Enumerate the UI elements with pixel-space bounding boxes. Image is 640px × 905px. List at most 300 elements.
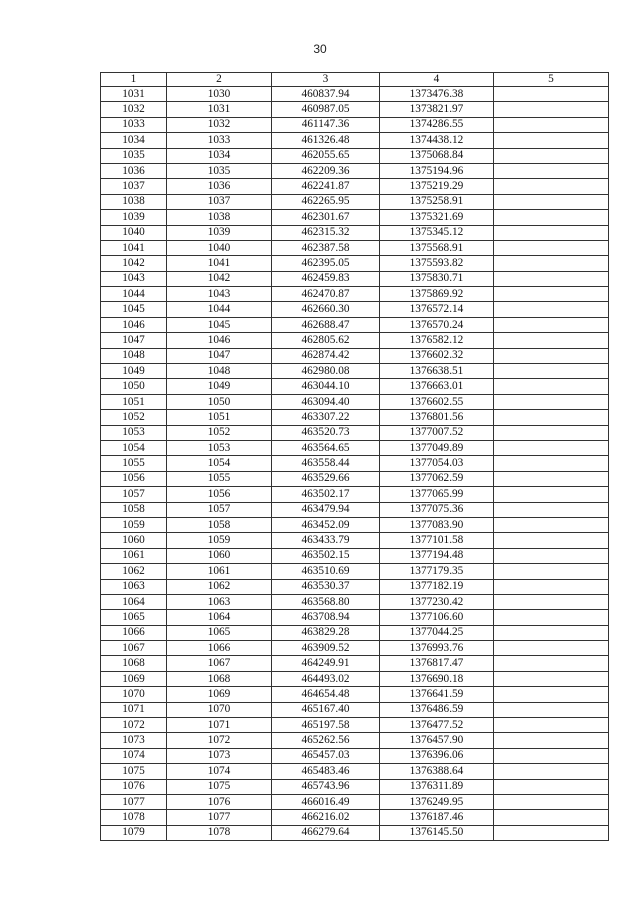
table-cell	[494, 163, 609, 178]
table-cell: 1060	[101, 533, 167, 548]
table-cell: 1050	[101, 379, 167, 394]
table-cell: 463530.37	[272, 579, 380, 594]
table-cell: 462241.87	[272, 179, 380, 194]
table-cell: 1040	[167, 240, 272, 255]
table-row	[101, 210, 609, 225]
table-cell	[494, 625, 609, 640]
table-cell: 1068	[167, 671, 272, 686]
table-cell: 464493.02	[272, 671, 380, 686]
table-cell: 1376663.01	[380, 379, 494, 394]
table-cell: 1075	[101, 764, 167, 779]
table-cell: 1033	[167, 133, 272, 148]
table-cell: 1374438.12	[380, 133, 494, 148]
table-row	[101, 225, 609, 240]
table-cell: 1376396.06	[380, 748, 494, 763]
table-cell: 466216.02	[272, 810, 380, 825]
table-cell: 465743.96	[272, 779, 380, 794]
table-row	[101, 440, 609, 455]
table-cell	[494, 348, 609, 363]
table-cell: 1078	[101, 810, 167, 825]
table-cell	[494, 179, 609, 194]
table-cell	[494, 517, 609, 532]
table-cell: 1376388.64	[380, 764, 494, 779]
table-cell: 463568.80	[272, 594, 380, 609]
table-cell: 1032	[101, 102, 167, 117]
table-cell: 1376690.18	[380, 671, 494, 686]
table-cell: 1376641.59	[380, 687, 494, 702]
table-row	[101, 487, 609, 502]
coordinates-table	[100, 72, 609, 841]
table-cell: 1043	[167, 287, 272, 302]
table-cell: 1047	[167, 348, 272, 363]
table-cell	[494, 764, 609, 779]
table-row	[101, 333, 609, 348]
table-cell: 1375219.29	[380, 179, 494, 194]
table-cell: 462055.65	[272, 148, 380, 163]
table-cell: 1375068.84	[380, 148, 494, 163]
table-cell: 1046	[167, 333, 272, 348]
table-cell: 464654.48	[272, 687, 380, 702]
table-row	[101, 502, 609, 517]
table-cell: 1376457.90	[380, 733, 494, 748]
table-cell: 1077	[101, 794, 167, 809]
table-cell	[494, 317, 609, 332]
table-cell: 1058	[101, 502, 167, 517]
table-cell	[494, 779, 609, 794]
table-row	[101, 687, 609, 702]
table-cell: 1059	[101, 517, 167, 532]
table-cell: 1375258.91	[380, 194, 494, 209]
column-header: 3	[272, 73, 380, 87]
table-row	[101, 102, 609, 117]
table-cell: 1071	[167, 718, 272, 733]
table-row	[101, 87, 609, 102]
table-cell: 1054	[101, 440, 167, 455]
table-cell	[494, 810, 609, 825]
table-cell	[494, 133, 609, 148]
table-cell: 1060	[167, 548, 272, 563]
table-cell: 1058	[167, 517, 272, 532]
table-cell: 1065	[167, 625, 272, 640]
table-cell: 462387.58	[272, 240, 380, 255]
table-cell: 1377101.58	[380, 533, 494, 548]
table-cell: 1045	[101, 302, 167, 317]
table-row	[101, 733, 609, 748]
table-cell: 461326.48	[272, 133, 380, 148]
table-row	[101, 471, 609, 486]
table-cell	[494, 702, 609, 717]
table-cell: 1377182.19	[380, 579, 494, 594]
table-cell: 1061	[167, 564, 272, 579]
table-cell: 463564.65	[272, 440, 380, 455]
table-cell: 1049	[101, 364, 167, 379]
table-row	[101, 256, 609, 271]
table-cell: 1078	[167, 825, 272, 840]
table-cell: 1061	[101, 548, 167, 563]
table-row	[101, 394, 609, 409]
table-cell: 462265.95	[272, 194, 380, 209]
table-cell: 1376801.56	[380, 410, 494, 425]
table-row	[101, 148, 609, 163]
table-cell: 1376477.52	[380, 718, 494, 733]
table-cell: 1037	[101, 179, 167, 194]
table-cell: 1071	[101, 702, 167, 717]
table-cell: 1040	[101, 225, 167, 240]
table-body	[101, 87, 609, 841]
table-cell: 463529.66	[272, 471, 380, 486]
table-cell: 1063	[101, 579, 167, 594]
table-cell: 1030	[167, 87, 272, 102]
table-cell: 1073	[101, 733, 167, 748]
table-cell	[494, 425, 609, 440]
table-cell: 1031	[167, 102, 272, 117]
table-row	[101, 163, 609, 178]
table-cell: 1066	[101, 625, 167, 640]
table-cell: 1051	[167, 410, 272, 425]
table-cell: 465167.40	[272, 702, 380, 717]
table-cell: 1039	[101, 210, 167, 225]
table-cell: 1079	[101, 825, 167, 840]
table-cell: 1032	[167, 117, 272, 132]
table-cell: 1044	[167, 302, 272, 317]
table-cell: 1376993.76	[380, 641, 494, 656]
table-row	[101, 794, 609, 809]
table-cell: 1377106.60	[380, 610, 494, 625]
table-cell: 1375568.91	[380, 240, 494, 255]
table-cell: 1052	[167, 425, 272, 440]
table-cell: 1057	[101, 487, 167, 502]
table-cell: 462459.83	[272, 271, 380, 286]
table-cell: 1377075.36	[380, 502, 494, 517]
table-cell: 463479.94	[272, 502, 380, 517]
table-cell: 1377179.35	[380, 564, 494, 579]
table-cell: 1065	[101, 610, 167, 625]
table-cell: 1069	[167, 687, 272, 702]
table-cell	[494, 410, 609, 425]
table-row	[101, 456, 609, 471]
column-header: 5	[494, 73, 609, 87]
table-row	[101, 594, 609, 609]
table-cell: 1045	[167, 317, 272, 332]
table-cell: 1076	[101, 779, 167, 794]
table-cell: 1049	[167, 379, 272, 394]
table-cell: 1375321.69	[380, 210, 494, 225]
table-cell: 1054	[167, 456, 272, 471]
table-cell: 1062	[167, 579, 272, 594]
table-cell	[494, 548, 609, 563]
table-row	[101, 748, 609, 763]
table-row	[101, 625, 609, 640]
table-cell: 461147.36	[272, 117, 380, 132]
table-cell: 1034	[167, 148, 272, 163]
table-cell	[494, 733, 609, 748]
table-row	[101, 133, 609, 148]
table-row	[101, 117, 609, 132]
table-cell: 460837.94	[272, 87, 380, 102]
table-cell: 1074	[167, 764, 272, 779]
table-cell: 1375869.92	[380, 287, 494, 302]
table-cell: 460987.05	[272, 102, 380, 117]
table-cell: 1036	[167, 179, 272, 194]
table-cell: 463520.73	[272, 425, 380, 440]
table-cell	[494, 579, 609, 594]
table-cell: 1070	[101, 687, 167, 702]
table-cell: 1043	[101, 271, 167, 286]
table-cell: 1375194.96	[380, 163, 494, 178]
table-row	[101, 579, 609, 594]
table-cell: 1377083.90	[380, 517, 494, 532]
table-cell: 1041	[167, 256, 272, 271]
table-cell: 1037	[167, 194, 272, 209]
table-cell: 1377194.48	[380, 548, 494, 563]
table-cell: 1064	[167, 610, 272, 625]
table-cell: 463452.09	[272, 517, 380, 532]
table-cell: 1376311.89	[380, 779, 494, 794]
table-cell: 463502.15	[272, 548, 380, 563]
table-cell: 1375345.12	[380, 225, 494, 240]
table-cell: 1377065.99	[380, 487, 494, 502]
table-cell: 462980.08	[272, 364, 380, 379]
table-cell: 1038	[167, 210, 272, 225]
table-cell: 1373821.97	[380, 102, 494, 117]
table-row	[101, 656, 609, 671]
table-row	[101, 194, 609, 209]
table-cell: 1377062.59	[380, 471, 494, 486]
table-cell	[494, 748, 609, 763]
table-cell: 1068	[101, 656, 167, 671]
table-cell: 463909.52	[272, 641, 380, 656]
table-row	[101, 364, 609, 379]
table-cell: 465262.56	[272, 733, 380, 748]
table-cell: 1056	[167, 487, 272, 502]
column-header: 2	[167, 73, 272, 87]
table-cell	[494, 610, 609, 625]
table-cell: 1038	[101, 194, 167, 209]
table-row	[101, 810, 609, 825]
table-cell	[494, 394, 609, 409]
table-cell: 463094.40	[272, 394, 380, 409]
table-row	[101, 379, 609, 394]
table-cell: 1374286.55	[380, 117, 494, 132]
table-cell	[494, 364, 609, 379]
table-cell	[494, 333, 609, 348]
table-cell: 1042	[101, 256, 167, 271]
table-cell: 463307.22	[272, 410, 380, 425]
table-cell: 1376570.24	[380, 317, 494, 332]
table-cell: 1072	[101, 718, 167, 733]
table-cell: 1053	[101, 425, 167, 440]
table-cell: 462315.32	[272, 225, 380, 240]
table-cell	[494, 502, 609, 517]
table-cell: 1034	[101, 133, 167, 148]
table-row	[101, 610, 609, 625]
table-cell: 465483.46	[272, 764, 380, 779]
table-cell	[494, 456, 609, 471]
table-cell: 462470.87	[272, 287, 380, 302]
table-cell: 1376572.14	[380, 302, 494, 317]
table-cell: 1048	[167, 364, 272, 379]
table-cell	[494, 641, 609, 656]
table-cell: 462660.30	[272, 302, 380, 317]
column-header: 4	[380, 73, 494, 87]
table-cell	[494, 794, 609, 809]
table-cell: 1052	[101, 410, 167, 425]
table-row	[101, 825, 609, 840]
table-row	[101, 779, 609, 794]
table-cell	[494, 687, 609, 702]
table-cell	[494, 102, 609, 117]
table-row	[101, 425, 609, 440]
table-row	[101, 564, 609, 579]
table-cell: 1376817.47	[380, 656, 494, 671]
table-cell: 463502.17	[272, 487, 380, 502]
table-cell: 1377007.52	[380, 425, 494, 440]
table-cell: 465457.03	[272, 748, 380, 763]
table-cell: 1376486.59	[380, 702, 494, 717]
table-cell: 1050	[167, 394, 272, 409]
table-cell	[494, 225, 609, 240]
table-cell: 1072	[167, 733, 272, 748]
table-cell: 1041	[101, 240, 167, 255]
table-cell	[494, 194, 609, 209]
table-row	[101, 517, 609, 532]
table-row	[101, 179, 609, 194]
table-cell	[494, 471, 609, 486]
table-cell	[494, 656, 609, 671]
table-cell: 1055	[167, 471, 272, 486]
table-row	[101, 317, 609, 332]
table-cell	[494, 148, 609, 163]
table-cell: 1033	[101, 117, 167, 132]
table-cell: 1064	[101, 594, 167, 609]
table-cell: 462874.42	[272, 348, 380, 363]
table-cell: 1062	[101, 564, 167, 579]
table-cell	[494, 564, 609, 579]
table-cell: 462301.67	[272, 210, 380, 225]
table-cell: 1066	[167, 641, 272, 656]
table-cell: 463044.10	[272, 379, 380, 394]
table-cell	[494, 487, 609, 502]
table-cell	[494, 117, 609, 132]
table-cell: 1377049.89	[380, 440, 494, 455]
table-cell: 463558.44	[272, 456, 380, 471]
table-cell: 1035	[167, 163, 272, 178]
table-row	[101, 348, 609, 363]
table-cell	[494, 440, 609, 455]
table-cell: 1376145.50	[380, 825, 494, 840]
table-cell: 1044	[101, 287, 167, 302]
table-cell: 1036	[101, 163, 167, 178]
table-cell: 1067	[101, 641, 167, 656]
table-cell	[494, 533, 609, 548]
table-cell: 1074	[101, 748, 167, 763]
table-cell	[494, 594, 609, 609]
table-row	[101, 240, 609, 255]
table-cell	[494, 671, 609, 686]
table-cell: 1377054.03	[380, 456, 494, 471]
table-cell: 1063	[167, 594, 272, 609]
table-cell: 463510.69	[272, 564, 380, 579]
table-cell	[494, 302, 609, 317]
table-cell: 1075	[167, 779, 272, 794]
table-row	[101, 410, 609, 425]
table-cell: 1059	[167, 533, 272, 548]
table-cell: 1039	[167, 225, 272, 240]
table-cell: 1077	[167, 810, 272, 825]
table-cell: 1376582.12	[380, 333, 494, 348]
table-row	[101, 718, 609, 733]
table-cell	[494, 718, 609, 733]
table-cell: 1046	[101, 317, 167, 332]
table-cell: 1055	[101, 456, 167, 471]
table-cell	[494, 825, 609, 840]
table-cell: 1376187.46	[380, 810, 494, 825]
table-cell: 1076	[167, 794, 272, 809]
table-cell: 1073	[167, 748, 272, 763]
table-cell: 1377044.25	[380, 625, 494, 640]
table-cell: 1048	[101, 348, 167, 363]
table-cell: 462805.62	[272, 333, 380, 348]
table-cell: 463708.94	[272, 610, 380, 625]
table-cell: 1070	[167, 702, 272, 717]
table-cell	[494, 240, 609, 255]
table-cell: 1377230.42	[380, 594, 494, 609]
table-cell: 1376249.95	[380, 794, 494, 809]
table-cell: 465197.58	[272, 718, 380, 733]
table-cell: 1047	[101, 333, 167, 348]
table-row	[101, 671, 609, 686]
table-cell: 463433.79	[272, 533, 380, 548]
column-header: 1	[101, 73, 167, 87]
table-cell: 1375830.71	[380, 271, 494, 286]
table-cell: 1376602.32	[380, 348, 494, 363]
table-cell	[494, 87, 609, 102]
table-row	[101, 702, 609, 717]
table-cell: 1375593.82	[380, 256, 494, 271]
table-cell	[494, 287, 609, 302]
table-cell: 466016.49	[272, 794, 380, 809]
page-number: 30	[313, 42, 327, 56]
table-header-row	[101, 73, 609, 87]
table-row	[101, 287, 609, 302]
table-cell	[494, 210, 609, 225]
table-row	[101, 271, 609, 286]
table-cell: 1373476.38	[380, 87, 494, 102]
table-cell: 1035	[101, 148, 167, 163]
table-cell: 1056	[101, 471, 167, 486]
table-cell	[494, 256, 609, 271]
table-cell: 462688.47	[272, 317, 380, 332]
table-row	[101, 533, 609, 548]
table-cell: 1376638.51	[380, 364, 494, 379]
table-cell	[494, 271, 609, 286]
table-cell: 1031	[101, 87, 167, 102]
table-cell: 466279.64	[272, 825, 380, 840]
table-row	[101, 302, 609, 317]
table-cell: 1053	[167, 440, 272, 455]
table-cell: 1069	[101, 671, 167, 686]
table-cell: 462395.05	[272, 256, 380, 271]
table-cell: 1051	[101, 394, 167, 409]
table-row	[101, 548, 609, 563]
table-row	[101, 641, 609, 656]
table-cell: 1067	[167, 656, 272, 671]
table-cell	[494, 379, 609, 394]
table-cell: 462209.36	[272, 163, 380, 178]
table-cell: 1042	[167, 271, 272, 286]
table-row	[101, 764, 609, 779]
table-cell: 463829.28	[272, 625, 380, 640]
